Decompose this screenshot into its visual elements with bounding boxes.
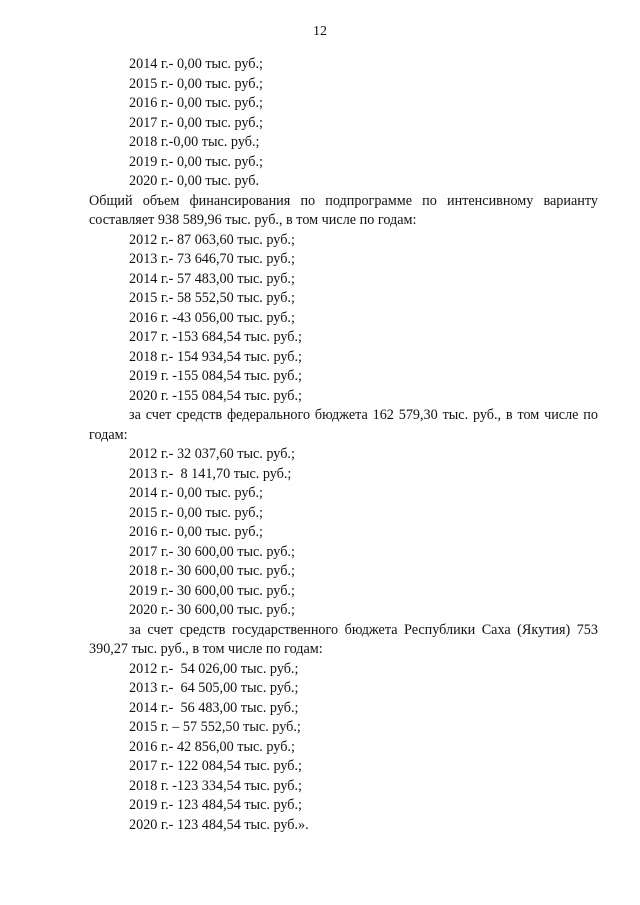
list-item: 2016 г.- 0,00 тыс. руб.;: [129, 95, 263, 111]
list-item: 2014 г.- 57 483,00 тыс. руб.;: [129, 270, 295, 287]
list-item: 2014 г.- 0,00 тыс. руб.;: [129, 485, 263, 501]
list-item: 2016 г.- 42 856,00 тыс. руб.;: [129, 738, 295, 755]
list-item: 2017 г.- 122 084,54 тыс. руб.;: [129, 758, 302, 774]
list-item: 2019 г. -155 084,54 тыс. руб.;: [129, 368, 302, 384]
list-item: 2016 г. -43 056,00 тыс. руб.;: [129, 309, 295, 326]
page-number: 12: [313, 24, 327, 39]
list-item: 2018 г.- 30 600,00 тыс. руб.;: [129, 563, 295, 579]
state-budget-list: [89, 660, 598, 836]
list-item: 2013 г.- 64 505,00 тыс. руб.;: [129, 680, 299, 696]
total-funding-paragraph: Общий объем финансирования по подпрограмме по интенсивному варианту составляет 938 589,96 тыс. руб., в том числе по годам:: [89, 192, 598, 228]
list-item: 2018 г.- 154 934,54 тыс. руб.;: [129, 348, 302, 365]
list-item: 2017 г. -153 684,54 тыс. руб.;: [129, 329, 302, 345]
list-item: 2012 г.- 54 026,00 тыс. руб.;: [129, 660, 299, 677]
document-body: [89, 55, 598, 835]
state-budget-paragraph: за счет средств государственного бюджета Республики Саха (Якутия) 753 390,27 тыс. руб., в том числе по годам:: [89, 621, 598, 657]
list-item: 2015 г. – 57 552,50 тыс. руб.;: [129, 719, 301, 735]
federal-budget-paragraph: за счет средств федерального бюджета 162 579,30 тыс. руб., в том числе по годам:: [89, 407, 598, 443]
list-item: 2018 г. -123 334,54 тыс. руб.;: [129, 777, 302, 794]
list-item: 2013 г.- 73 646,70 тыс. руб.;: [129, 251, 295, 267]
list-item: 2014 г.- 0,00 тыс. руб.;: [129, 56, 263, 72]
list-item: 2015 г.- 58 552,50 тыс. руб.;: [129, 290, 295, 306]
federal-budget-list: [89, 445, 598, 621]
list-item: 2012 г.- 32 037,60 тыс. руб.;: [129, 446, 295, 462]
list-item: 2013 г.- 8 141,70 тыс. руб.;: [129, 465, 292, 482]
list-item: 2020 г.- 30 600,00 тыс. руб.;: [129, 602, 295, 618]
funding-list-previous: [89, 55, 598, 192]
list-item: 2015 г.- 0,00 тыс. руб.;: [129, 75, 263, 92]
list-item: 2019 г.- 0,00 тыс. руб.;: [129, 153, 263, 170]
list-item: 2020 г.- 0,00 тыс. руб.: [129, 173, 260, 189]
list-item: 2015 г.- 0,00 тыс. руб.;: [129, 504, 263, 521]
list-item: 2020 г.- 123 484,54 тыс. руб.».: [129, 816, 309, 833]
list-item: 2012 г.- 87 063,60 тыс. руб.;: [129, 231, 295, 248]
list-item: 2016 г.- 0,00 тыс. руб.;: [129, 524, 263, 540]
list-item: 2014 г.- 56 483,00 тыс. руб.;: [129, 699, 299, 716]
list-item: 2017 г.- 30 600,00 тыс. руб.;: [129, 543, 295, 560]
list-item: 2019 г.- 30 600,00 тыс. руб.;: [129, 582, 295, 599]
list-item: 2018 г.-0,00 тыс. руб.;: [129, 134, 260, 150]
total-funding-list: [89, 231, 598, 407]
list-item: 2020 г. -155 084,54 тыс. руб.;: [129, 387, 302, 404]
list-item: 2017 г.- 0,00 тыс. руб.;: [129, 114, 263, 131]
list-item: 2019 г.- 123 484,54 тыс. руб.;: [129, 797, 302, 813]
